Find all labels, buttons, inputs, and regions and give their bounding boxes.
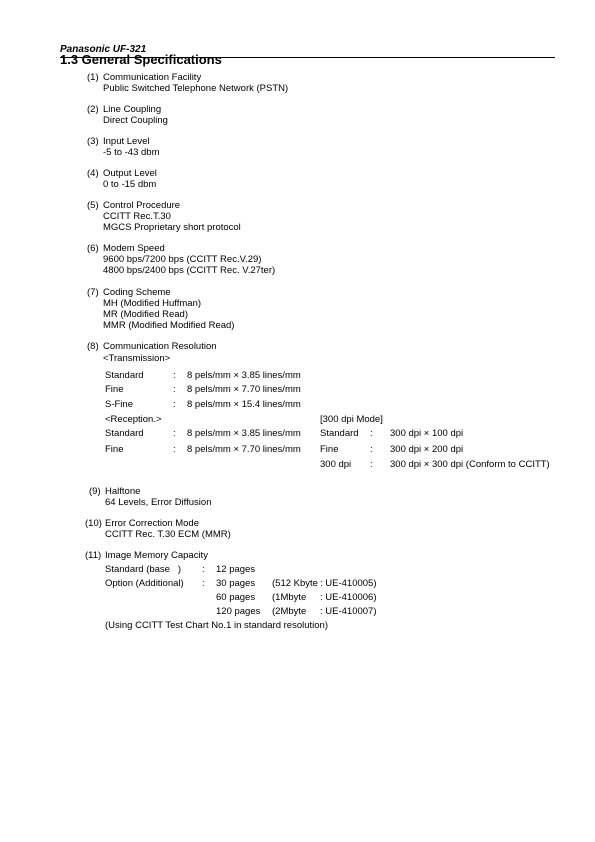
memory-pages: 120 pages	[216, 606, 261, 617]
item-heading: Image Memory Capacity	[105, 550, 208, 561]
document-header: Panasonic UF-321	[60, 44, 147, 55]
section-title: 1.3 General Specifications	[60, 52, 222, 67]
dpi-label: 300 dpi	[320, 459, 352, 470]
resolution-value: 8 pels/mm × 7.70 lines/mm	[187, 444, 301, 455]
memory-colon: :	[202, 578, 205, 589]
item-heading: Coding Scheme	[103, 287, 171, 298]
item-heading: Error Correction Mode	[105, 518, 199, 529]
item-text: Direct Coupling	[103, 115, 168, 126]
item-number: (6)	[87, 243, 99, 254]
memory-label: Option (Additional)	[105, 578, 184, 589]
dpi-colon: :	[370, 444, 373, 455]
item-heading: Modem Speed	[103, 243, 165, 254]
memory-pages: 30 pages	[216, 578, 256, 589]
dpi-value: 300 dpi × 100 dpi	[390, 428, 464, 439]
dpi-value: 300 dpi × 300 dpi (Conform to CCITT)	[390, 459, 550, 470]
item-heading: Output Level	[103, 168, 157, 179]
item-heading: Halftone	[105, 486, 141, 497]
item-number: (2)	[87, 104, 99, 115]
reception-heading: <Reception.>	[105, 414, 162, 425]
memory-pages: 60 pages	[216, 592, 256, 603]
memory-size: (2Mbyte	[272, 606, 307, 617]
resolution-value: 8 pels/mm × 7.70 lines/mm	[187, 384, 301, 395]
item-text: 0 to -15 dbm	[103, 179, 157, 190]
memory-part-number: : UE-410005)	[320, 578, 377, 589]
item-text: MMR (Modified Modified Read)	[103, 320, 235, 331]
memory-colon: :	[202, 564, 205, 575]
item-text: CCITT Rec.T.30	[103, 211, 171, 222]
resolution-colon: :	[173, 399, 176, 410]
item-number: (1)	[87, 72, 99, 83]
resolution-value: 8 pels/mm × 3.85 lines/mm	[187, 370, 301, 381]
resolution-colon: :	[173, 444, 176, 455]
item-number: (10)	[85, 518, 102, 529]
memory-size: (512 Kbyte	[272, 578, 318, 589]
memory-pages: 12 pages	[216, 564, 256, 575]
memory-part-number: : UE-410007)	[320, 606, 377, 617]
resolution-label: S-Fine	[105, 399, 133, 410]
resolution-label: Standard	[105, 370, 144, 381]
item-text: 9600 bps/7200 bps (CCITT Rec.V.29)	[103, 254, 262, 265]
dpi-colon: :	[370, 428, 373, 439]
item-text: MGCS Proprietary short protocol	[103, 222, 241, 233]
resolution-value: 8 pels/mm × 3.85 lines/mm	[187, 428, 301, 439]
dpi-label: Standard	[320, 428, 359, 439]
item-text: MH (Modified Huffman)	[103, 298, 202, 309]
item-number: (4)	[87, 168, 99, 179]
item-text: 64 Levels, Error Diffusion	[105, 497, 212, 508]
item-text: CCITT Rec. T.30 ECM (MMR)	[105, 529, 231, 540]
dpi-mode-heading: [300 dpi Mode]	[320, 414, 383, 425]
resolution-colon: :	[173, 384, 176, 395]
item-heading: Control Procedure	[103, 200, 181, 211]
resolution-label: Standard	[105, 428, 144, 439]
transmission-heading: <Transmission>	[103, 353, 171, 364]
item-number: (8)	[87, 341, 99, 352]
resolution-colon: :	[173, 428, 176, 439]
memory-size: (1Mbyte	[272, 592, 307, 603]
item-heading: Line Coupling	[103, 104, 162, 115]
item-text: MR (Modified Read)	[103, 309, 188, 320]
item-heading: Input Level	[103, 136, 150, 147]
item-number: (3)	[87, 136, 99, 147]
memory-label: Standard (base )	[105, 564, 182, 575]
item-heading: Communication Resolution	[103, 341, 217, 352]
item-number: (11)	[85, 550, 102, 561]
item-text: 4800 bps/2400 bps (CCITT Rec. V.27ter)	[103, 265, 276, 276]
dpi-value: 300 dpi × 200 dpi	[390, 444, 464, 455]
item-number: (7)	[87, 287, 99, 298]
resolution-value: 8 pels/mm × 15.4 lines/mm	[187, 399, 301, 410]
resolution-label: Fine	[105, 384, 124, 395]
resolution-colon: :	[173, 370, 176, 381]
memory-note: (Using CCITT Test Chart No.1 in standard resolution)	[105, 620, 328, 631]
dpi-label: Fine	[320, 444, 339, 455]
item-text: Public Switched Telephone Network (PSTN)	[103, 83, 289, 94]
memory-part-number: : UE-410006)	[320, 592, 377, 603]
item-number: (5)	[87, 200, 99, 211]
item-text: -5 to -43 dbm	[103, 147, 160, 158]
dpi-colon: :	[370, 459, 373, 470]
item-number: (9)	[89, 486, 101, 497]
item-heading: Communication Facility	[103, 72, 202, 83]
resolution-label: Fine	[105, 444, 124, 455]
